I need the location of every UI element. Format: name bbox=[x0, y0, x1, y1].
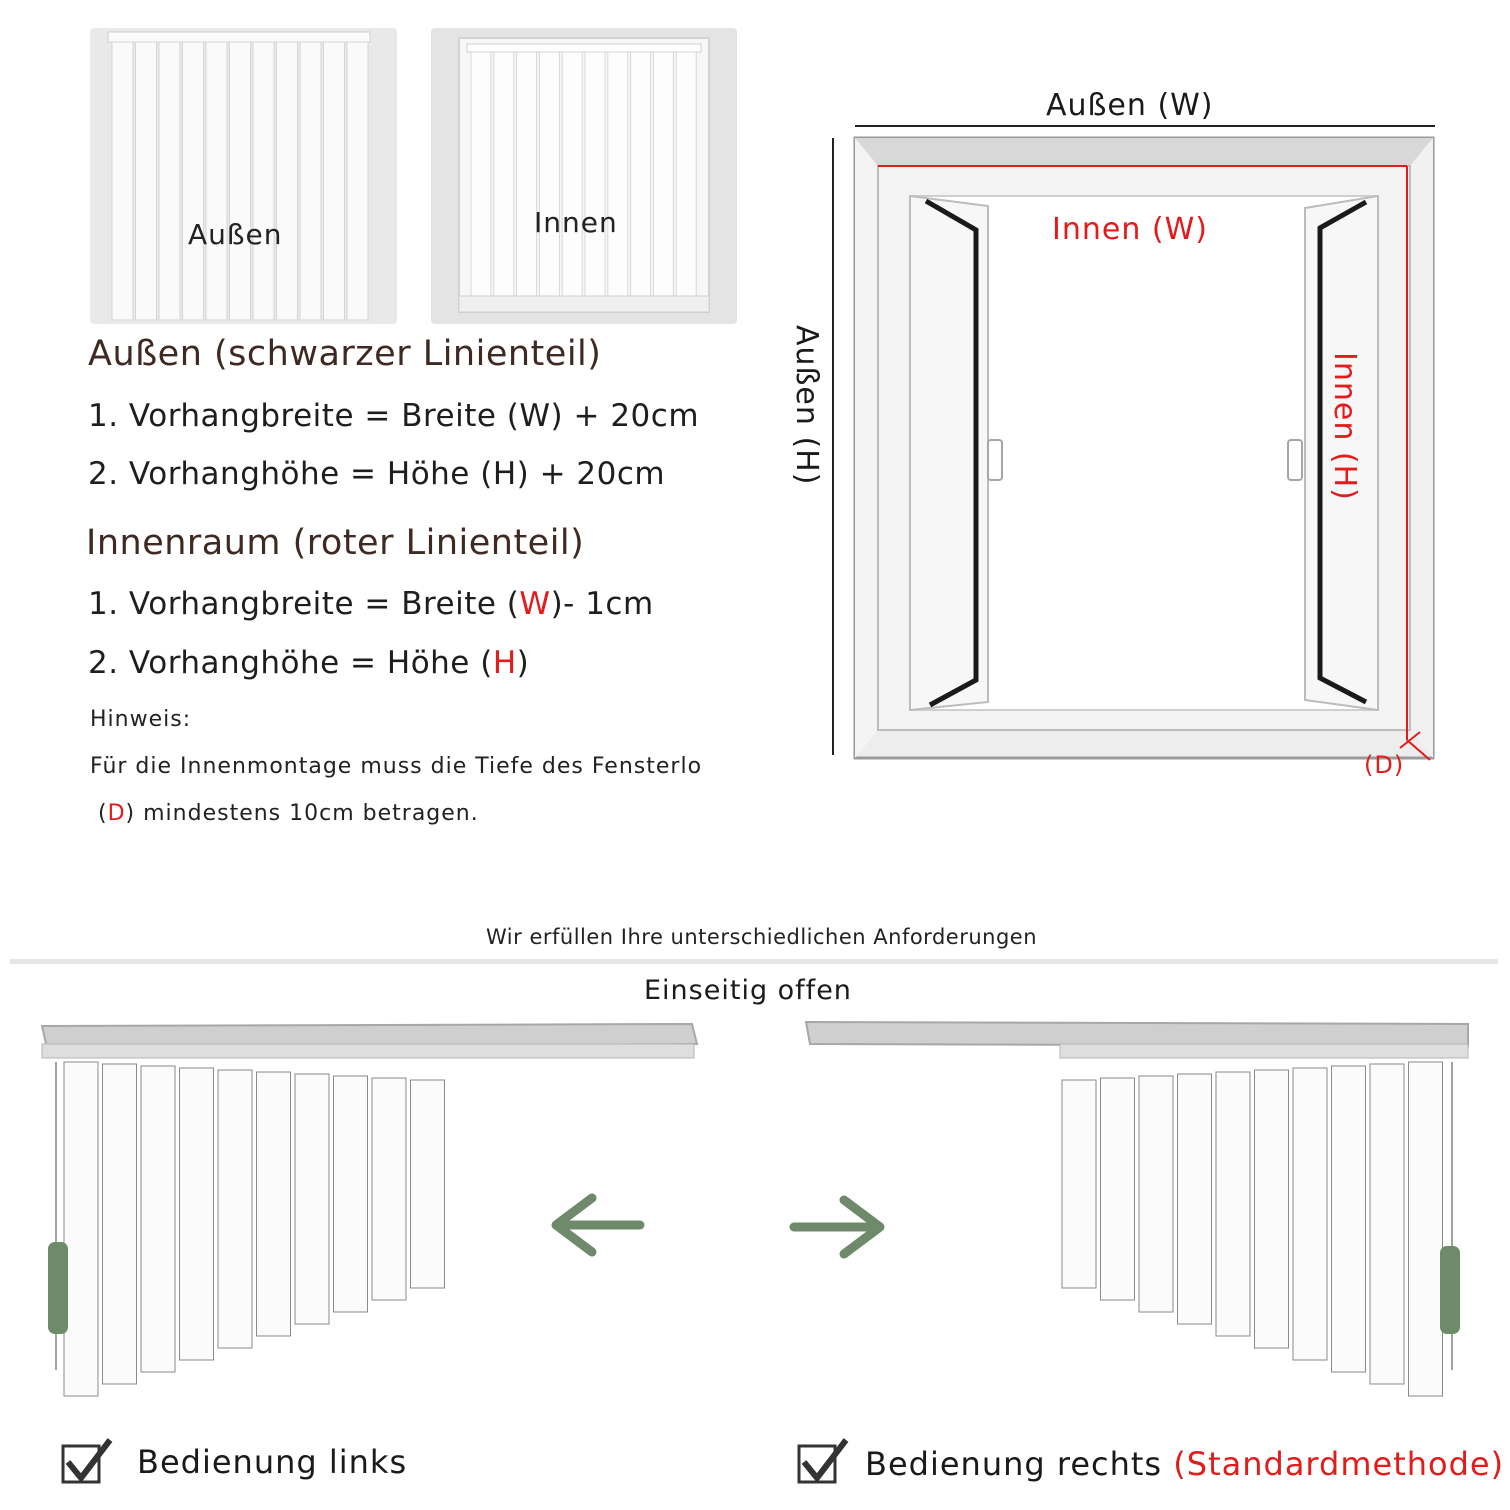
thumb-slat bbox=[277, 42, 298, 320]
blind-slat bbox=[64, 1062, 98, 1396]
thumb-slat bbox=[159, 42, 180, 320]
inside-height-suffix: ) bbox=[516, 645, 530, 681]
thumb-slat bbox=[631, 52, 651, 298]
outside-mount-photo bbox=[90, 28, 397, 324]
blind-slat bbox=[334, 1076, 368, 1312]
vertical-blinds-illustration bbox=[0, 1010, 1510, 1420]
left-operation-label: Bedienung links bbox=[137, 1443, 408, 1481]
inside-width-prefix: 1. Vorhangbreite = Breite ( bbox=[88, 586, 520, 622]
note-line-1: Für die Innenmontage muss die Tiefe des Fensterlo bbox=[90, 754, 703, 779]
inside-height-prefix: 2. Vorhanghöhe = Höhe ( bbox=[88, 645, 493, 681]
thumb-slat bbox=[562, 52, 582, 298]
inside-section-heading: Innenraum (roter Linienteil) bbox=[86, 523, 585, 563]
outside-thumb-label: Außen bbox=[188, 218, 283, 251]
note-title: Hinweis: bbox=[90, 707, 192, 732]
inside-width-label: Innen (W) bbox=[1052, 212, 1208, 247]
checkbox-checked-icon bbox=[60, 1436, 116, 1490]
thumb-slat bbox=[676, 52, 696, 298]
thumb-slat bbox=[653, 52, 673, 298]
outside-blind-illustration bbox=[90, 28, 397, 324]
thumb-slat bbox=[471, 52, 491, 298]
note-paren-open: ( bbox=[98, 801, 108, 826]
outside-section-heading: Außen (schwarzer Linienteil) bbox=[88, 334, 602, 374]
thumb-slat bbox=[112, 42, 133, 320]
blind-slat bbox=[218, 1070, 252, 1348]
thumb-slat bbox=[300, 42, 321, 320]
blind-slat bbox=[1101, 1078, 1135, 1300]
blind-slat bbox=[1255, 1070, 1289, 1348]
one-side-open-title: Einseitig offen bbox=[644, 975, 852, 1006]
inside-mount-photo bbox=[431, 28, 737, 324]
blind-slat bbox=[1216, 1072, 1250, 1336]
window-measurement-diagram bbox=[770, 80, 1490, 810]
blind-slat bbox=[103, 1064, 137, 1384]
blind-slat bbox=[141, 1066, 175, 1372]
blind-slat bbox=[411, 1080, 445, 1288]
outside-height-label: Außen (H) bbox=[789, 325, 824, 486]
outside-height-rule: 2. Vorhanghöhe = Höhe (H) + 20cm bbox=[88, 456, 666, 492]
thumb-slat bbox=[608, 52, 628, 298]
thumb-slat bbox=[183, 42, 204, 320]
outside-width-label: Außen (W) bbox=[1046, 88, 1214, 123]
thumb-slat bbox=[230, 42, 251, 320]
blind-slat bbox=[1409, 1062, 1443, 1396]
inside-height-h: H bbox=[492, 645, 517, 681]
blind-slat bbox=[1062, 1080, 1096, 1288]
right-operation-label bbox=[865, 1445, 1504, 1483]
thumb-slat bbox=[585, 52, 605, 298]
blind-slat bbox=[257, 1072, 291, 1336]
blind-slat bbox=[372, 1078, 406, 1300]
blind-slat bbox=[1139, 1076, 1173, 1312]
blind-slat bbox=[1370, 1064, 1404, 1384]
thumb-slat bbox=[136, 42, 157, 320]
blind-slat bbox=[180, 1068, 214, 1360]
standard-method-note: (Standardmethode) bbox=[1173, 1445, 1505, 1483]
inside-thumb-label: Innen bbox=[534, 206, 618, 239]
depth-label: (D) bbox=[1364, 751, 1405, 779]
inside-height-label: Innen (H) bbox=[1327, 352, 1362, 501]
left-control-wand bbox=[48, 1242, 68, 1334]
note-line-2-rest: ) mindestens 10cm betragen. bbox=[125, 801, 479, 826]
inside-width-w: W bbox=[519, 586, 551, 622]
thumb-slat bbox=[539, 52, 559, 298]
thumb-slat bbox=[347, 42, 368, 320]
arrow-right-icon bbox=[794, 1200, 880, 1254]
blind-slat bbox=[1293, 1068, 1327, 1360]
inside-blind-illustration bbox=[431, 28, 737, 324]
section-divider bbox=[10, 959, 1498, 964]
thumb-slat bbox=[253, 42, 274, 320]
inside-height-rule bbox=[88, 645, 529, 681]
blind-slat bbox=[1332, 1066, 1366, 1372]
arrow-left-icon bbox=[556, 1198, 640, 1252]
blind-slat bbox=[295, 1074, 329, 1324]
thumb-slat bbox=[517, 52, 537, 298]
inside-width-rule bbox=[88, 586, 654, 622]
checkbox-checked-icon bbox=[796, 1436, 852, 1490]
thumb-slat bbox=[494, 52, 514, 298]
outside-width-rule: 1. Vorhangbreite = Breite (W) + 20cm bbox=[88, 398, 700, 434]
note-line-2 bbox=[98, 801, 479, 826]
right-operation-text: Bedienung rechts bbox=[865, 1445, 1174, 1483]
thumb-slat bbox=[324, 42, 345, 320]
requirements-caption: Wir erfüllen Ihre unterschiedlichen Anforderungen bbox=[486, 925, 1038, 949]
right-control-wand bbox=[1440, 1246, 1460, 1334]
inside-width-suffix: )- 1cm bbox=[550, 586, 654, 622]
blind-slat bbox=[1178, 1074, 1212, 1324]
note-depth-d: D bbox=[107, 801, 126, 826]
thumb-slat bbox=[206, 42, 227, 320]
